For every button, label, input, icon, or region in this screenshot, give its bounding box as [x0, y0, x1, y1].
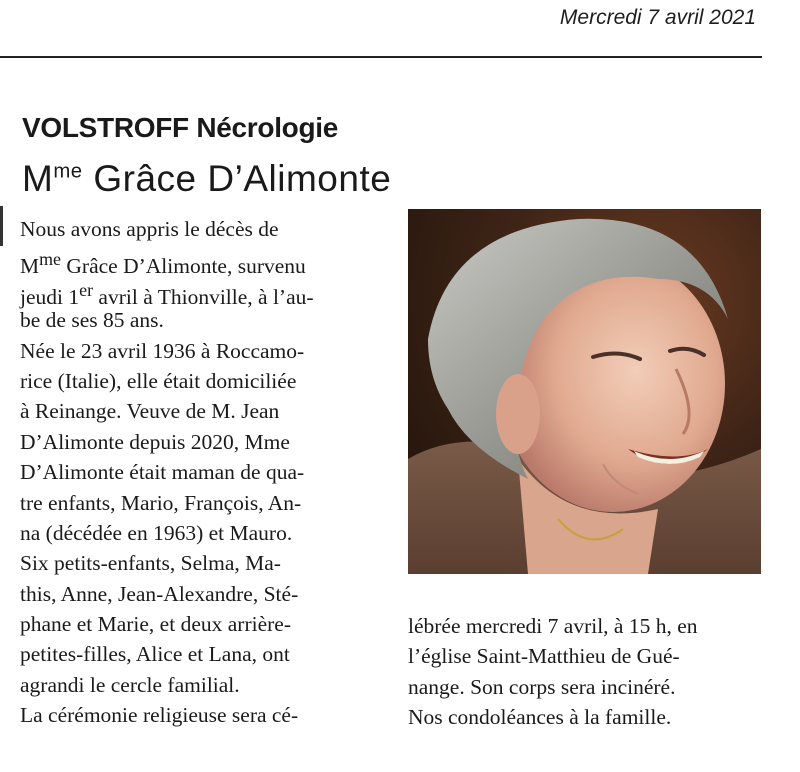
article-column-1	[20, 214, 376, 731]
body-line: Nos condoléances à la famille.	[408, 705, 672, 730]
body-line: D’Alimonte depuis 2020, Mme	[20, 429, 290, 454]
body-line: agrandi le cercle familial.	[20, 672, 240, 697]
body-line: Née le 23 avril 1936 à Roccamo-	[20, 338, 305, 363]
body-line: $M^{me}$ Grâce D’Alimonte, survenu	[20, 249, 306, 279]
ear	[496, 374, 540, 454]
portrait-photo	[408, 209, 761, 574]
body-line: lébrée mercredi 7 avril, à 15 h, en	[408, 614, 698, 638]
portrait-illustration	[408, 209, 761, 574]
body-line: tre enfants, Mario, François, An-	[20, 490, 302, 515]
publication-date: Mercredi 7 avril 2021	[559, 6, 756, 29]
body-line: La cérémonie religieuse sera cé-	[20, 703, 299, 728]
body-line: à Reinange. Veuve de M. Jean	[20, 399, 280, 424]
header-rule	[0, 56, 762, 58]
section-kicker: VOLSTROFF Nécrologie	[22, 112, 339, 143]
body-line: rice (Italie), elle était domiciliée	[20, 368, 297, 393]
title-name: Grâce D’Alimonte	[93, 158, 392, 199]
body-line: D’Alimonte était maman de qua-	[20, 460, 305, 485]
article-title	[22, 158, 391, 200]
title-prefix-sup: me	[53, 160, 83, 183]
body-line: jeudi 1er avril à Thionville, à l’au-	[20, 279, 314, 309]
body-line: Nous avons appris le décès de	[20, 217, 279, 241]
margin-mark	[0, 206, 3, 246]
body-line: Six petits-enfants, Selma, Ma-	[20, 551, 281, 576]
article-column-2	[408, 611, 762, 733]
body-line: this, Anne, Jean-Alexandre, Sté-	[20, 581, 299, 606]
body-line: l’église Saint-Matthieu de Gué-	[408, 644, 680, 669]
body-line: na (décédée en 1963) et Mauro.	[20, 520, 293, 545]
body-line: phane et Marie, et deux arrière-	[20, 612, 291, 637]
body-line: nange. Son corps sera incinéré.	[408, 674, 676, 699]
body-line: be de ses 85 ans.	[20, 308, 164, 333]
body-line: petites-filles, Alice et Lana, ont	[20, 642, 290, 667]
title-prefix: M	[22, 158, 54, 199]
